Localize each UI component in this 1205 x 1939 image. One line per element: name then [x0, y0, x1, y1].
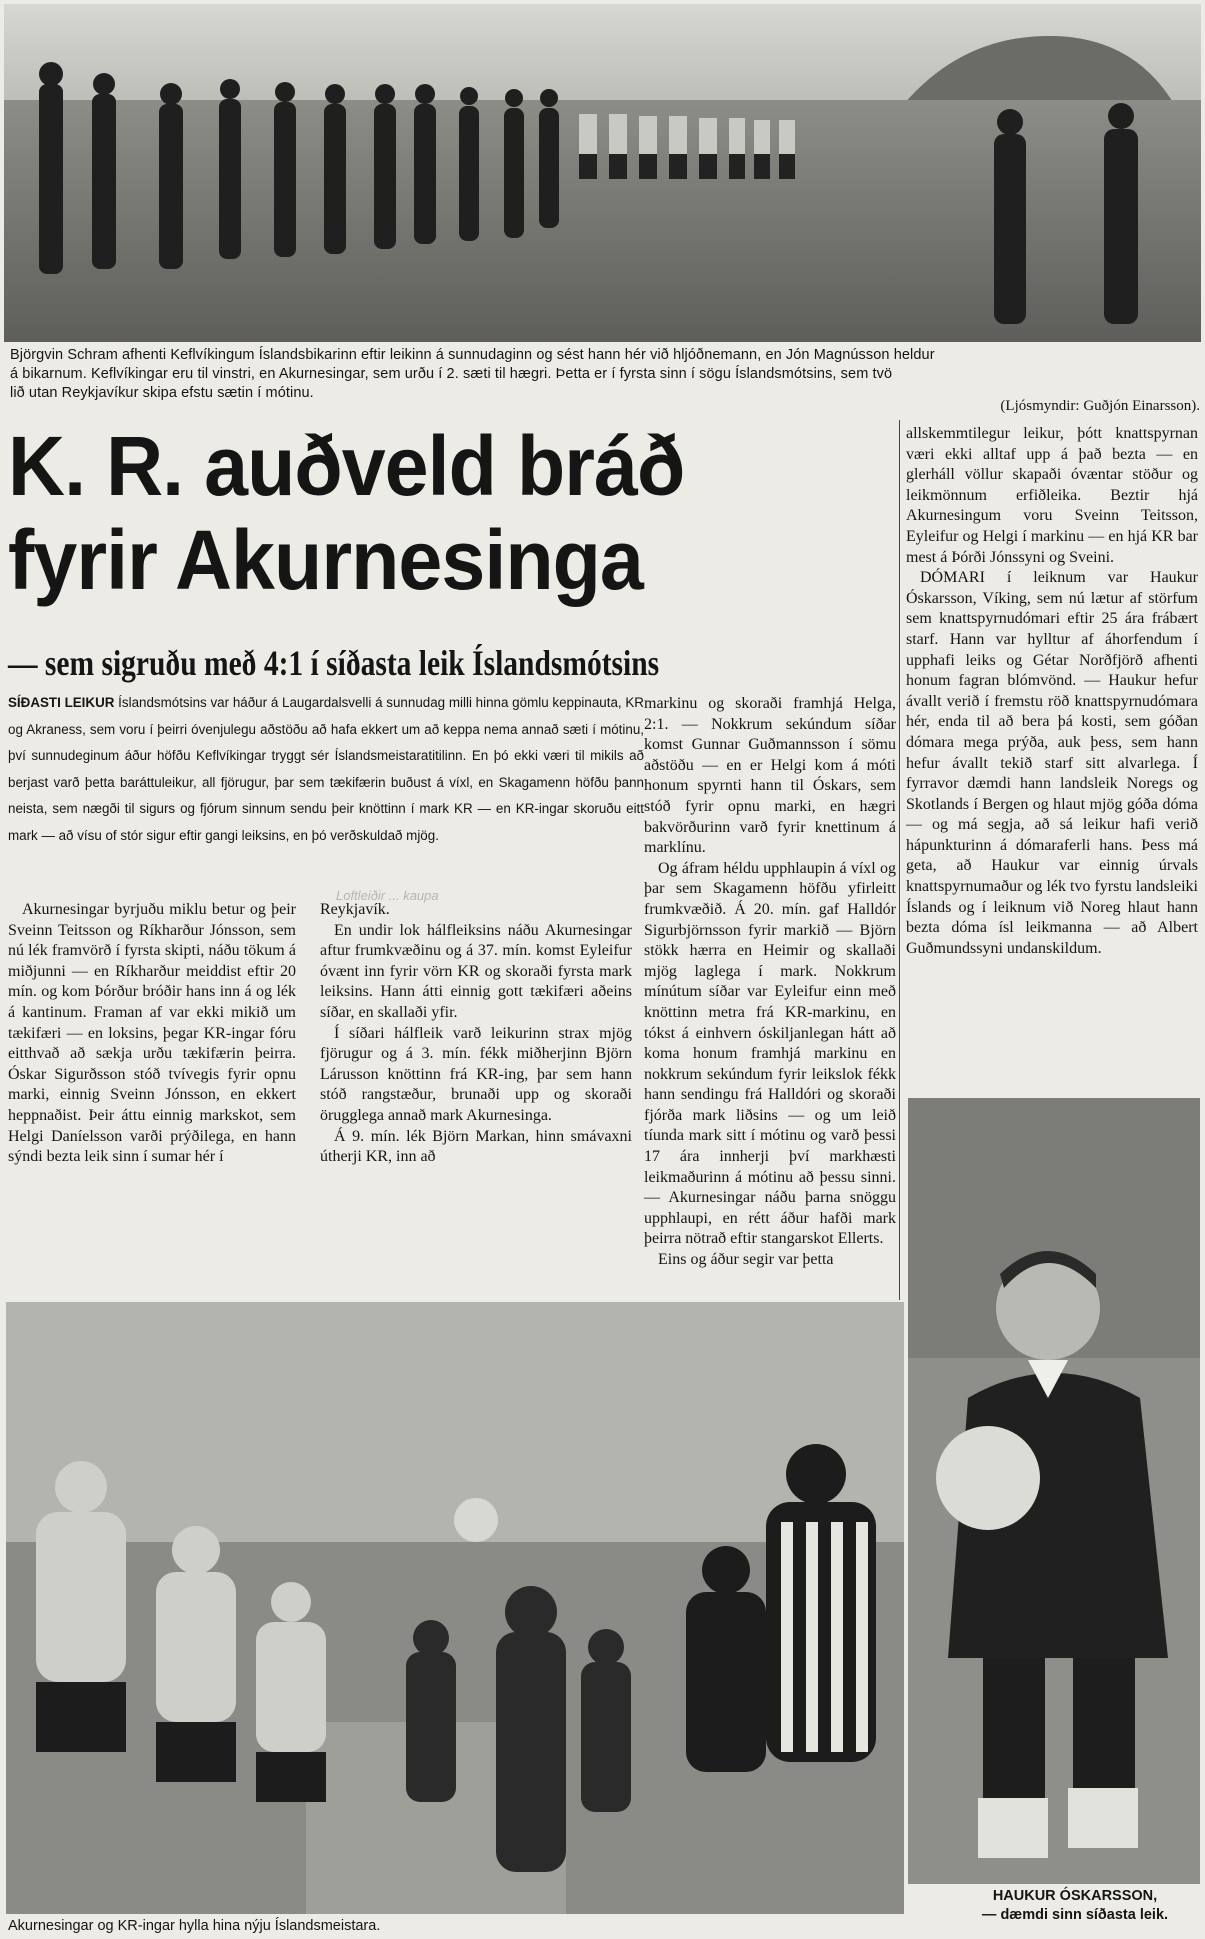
lead-kicker: SÍÐASTI LEIKUR — [8, 695, 115, 710]
paragraph: allskemmtilegur leikur, þótt knattspyrnan væri ekki alltaf upp á það bezta — en glerháll völlur skapaði óvæntar stöður og leikmönnum erfiðleika. Beztir hjá Akurnesingum voru Sveinn Teitsson, Eyleifur og Helgi í markinu — en hjá KR bar mest á Þórði Jónssyni og Sveini. — [906, 425, 1198, 566]
paragraph: Á 9. mín. lék Björn Markan, hinn smávaxni útherji KR, inn að — [320, 1127, 632, 1166]
caption-line: Björgvin Schram afhenti Keflvíkingum Íslandsbikarinn eftir leikinn á sunnudaginn og sést hann hér við hljóðnemann, en Jón Magnússon heldur — [10, 347, 935, 363]
lead-paragraph — [8, 690, 644, 849]
portrait-caption — [950, 1887, 1200, 1925]
paragraph: markinu og skoraði framhjá Helga, 2:1. — Nokkrum sekúndum síðar komst Gunnar Guðmannsson í sömu aðstöðu — en er Helgi kom á móti honum spyrnti hann til Óskars, sem stóð fyrir opnu marki, en hægri bakvörðurinn varð fyrir knettinum á marklínu. — [644, 695, 896, 857]
top-photo-caption — [10, 346, 1198, 403]
paragraph: Akurnesingar byrjuðu miklu betur og þeir Sveinn Teitsson og Ríkharður Jónsson, sem nú lék framvörð í fyrsta skipti, náðu tökum á miðjunni — en Ríkharður meiddist eftir 20 mín. og kom Þórður bróðir hans inn á og lék á kantinum. Framan af var ekki mikið um tækifæri — en loksins, þegar KR-ingar fóru eitthvað að sækja urðu tækifærin þeirra. Óskar Sigurðsson stóð tvívegis fyrir opnu marki, einnig Sveinn Jónsson, en ekkert heppnaðist. Þeir áttu einnig markskot, sem Helgi Daníelsson varði prýðilega, en hann sýndi bezta leik sinn í sumar hér í — [8, 901, 296, 1166]
bottom-photo-caption: Akurnesingar og KR-ingar hylla hina nýju Íslandsmeistara. — [8, 1918, 381, 1934]
paragraph: Í síðari hálfleik varð leikurinn strax mjög fjörugur og á 3. mín. fékk miðherjinn Björn Lárusson knöttinn frá KR-ing, þar sem hann stóð rangstæður, brunaði upp og skoraði örugglega annað mark Akurnesinga. — [320, 1024, 632, 1124]
article-column-3 — [644, 694, 896, 1271]
portrait-caption-text: — dæmdi sinn síðasta leik. — [981, 1907, 1169, 1923]
article-column-1 — [8, 900, 296, 1168]
article-column-2 — [320, 900, 632, 1168]
bottom-photo — [6, 1302, 904, 1914]
paragraph: Og áfram héldu upphlaupin á víxl og þar sem Skagamenn höfðu yfirleitt frumkvæðið. Á 20. mín. gaf Halldór Sigurbjörnsson fyrir markið — Björn stökk hærra en Heimir og skallaði mjög laglega í mark. Nokkrum mínútum síðar var Eyleifur einn með knöttinn metra frá KR-markinu, en tókst á einhvern óskiljanlegan hátt að koma honum framhjá markinu en nokkrum sekúndum fyrir leikslok fékk hann sendingu frá Halldóri og skoraði fjórða mark liðsins — og um leið tíunda mark sitt í mótinu og varð þessi 17 ára innherji því markhæsti leikmaðurinn á mótinu að þessu sinni. — Akurnesingar náðu þarna snöggu upphlaupi, en rétt áður hafði mark þeirra nötrað eftir stangarskot Ellerts. — [644, 859, 896, 1248]
caption-line: á bikarnum. Keflvíkingar eru til vinstri, en Akurnesingar, sem urðu í 2. sæti til hægri. Þetta er í fyrsta sinn í sögu Íslandsmótsins, sem tvö — [10, 366, 893, 382]
stamp-watermark: Loftleiðir ... kaupa — [336, 888, 439, 903]
headline-line-2: fyrir Akurnesinga — [8, 513, 643, 607]
article-column-4 — [906, 424, 1198, 959]
caption-line: lið utan Reykjavíkur skipa efstu sætin í mótinu. — [10, 385, 314, 401]
top-photo — [4, 4, 1201, 342]
paragraph: Eins og áður segir var þetta — [658, 1251, 834, 1269]
lead-text: Íslandsmótsins var háður á Laugardalsvelli á sunnudag milli hinna gömlu keppinauta, KR og Akraness, sem voru í þeirri óvenjulegu aðstöðu að hafa ekkert um að keppa nema annað sæti í mótinu, því sunnudeginum áður höfðu Keflvíkingar tryggt sér Íslandsmeistaratitilinn. En þó ekki væri til mikils að berjast varð þetta baráttuleikur, all fjörugur, þar sem tækifærin buðust á víxl, en Skagamenn höfðu þann neista, sem nægði til sigurs og fjórum sinnum sendu þeir knöttinn í mark KR — en KR-ingar skoruðu eitt mark — að vísu of stór sigur eftir gangi leiksins, en þó verðskuldað mjög. — [8, 695, 644, 843]
headline-line-1: K. R. auðveld bráð — [8, 419, 685, 513]
photo-credit: (Ljósmyndir: Guðjón Einarsson). — [1000, 398, 1200, 414]
portrait-photo — [908, 1098, 1200, 1884]
paragraph: DÓMARI í leiknum var Haukur Óskarsson, Víking, sem nú lætur af störfum sem knattspyrnudómari eftir 25 ára frábært starf. Hann var hylltur af áhorfendum í upphafi leiks og Gétar Norðfjörð afhenti honum fagran blómvönd. — Haukur hefur ávallt verið í fremstu röð knattspyrnudómara hér, enda til að bera þá kosti, sem góðan dómara mega prýða, auk þess, sem hann hefur ávallt tekið starf sitt alvarlega. Í fyrravor dæmdi hann landsleik Noregs og Skotlands í Bergen og hlaut mjög góða dóma — og má segja, að sá leikur hafi verið hápunkturinn á dómaraferli hans. Þess má geta, að Haukur var einnig úrvals knattspyrnumaður og lék tvo fyrstu landsleiki Íslands og í leiknum við Noreg hlaut hann bezta dóma ísl leikmanna — að Albert Guðmundssyni undanskildum. — [906, 569, 1198, 957]
portrait-caption-name: HAUKUR ÓSKARSSON, — [992, 1888, 1158, 1904]
subhead: — sem sigruðu með 4:1 í síðasta leik Íslandsmótsins — [8, 643, 660, 683]
paragraph: En undir lok hálfleiksins náðu Akurnesingar aftur frumkvæðinu og á 37. mín. komst Eyleifur óvænt inn fyrir vörn KR og skoraði fyrsta mark leiksins. Hann átti einnig gott tækifæri aðeins síðar, en skallaði yfir. — [320, 921, 632, 1021]
paragraph: Reykjavík. — [320, 901, 390, 918]
column-divider — [899, 420, 900, 1300]
